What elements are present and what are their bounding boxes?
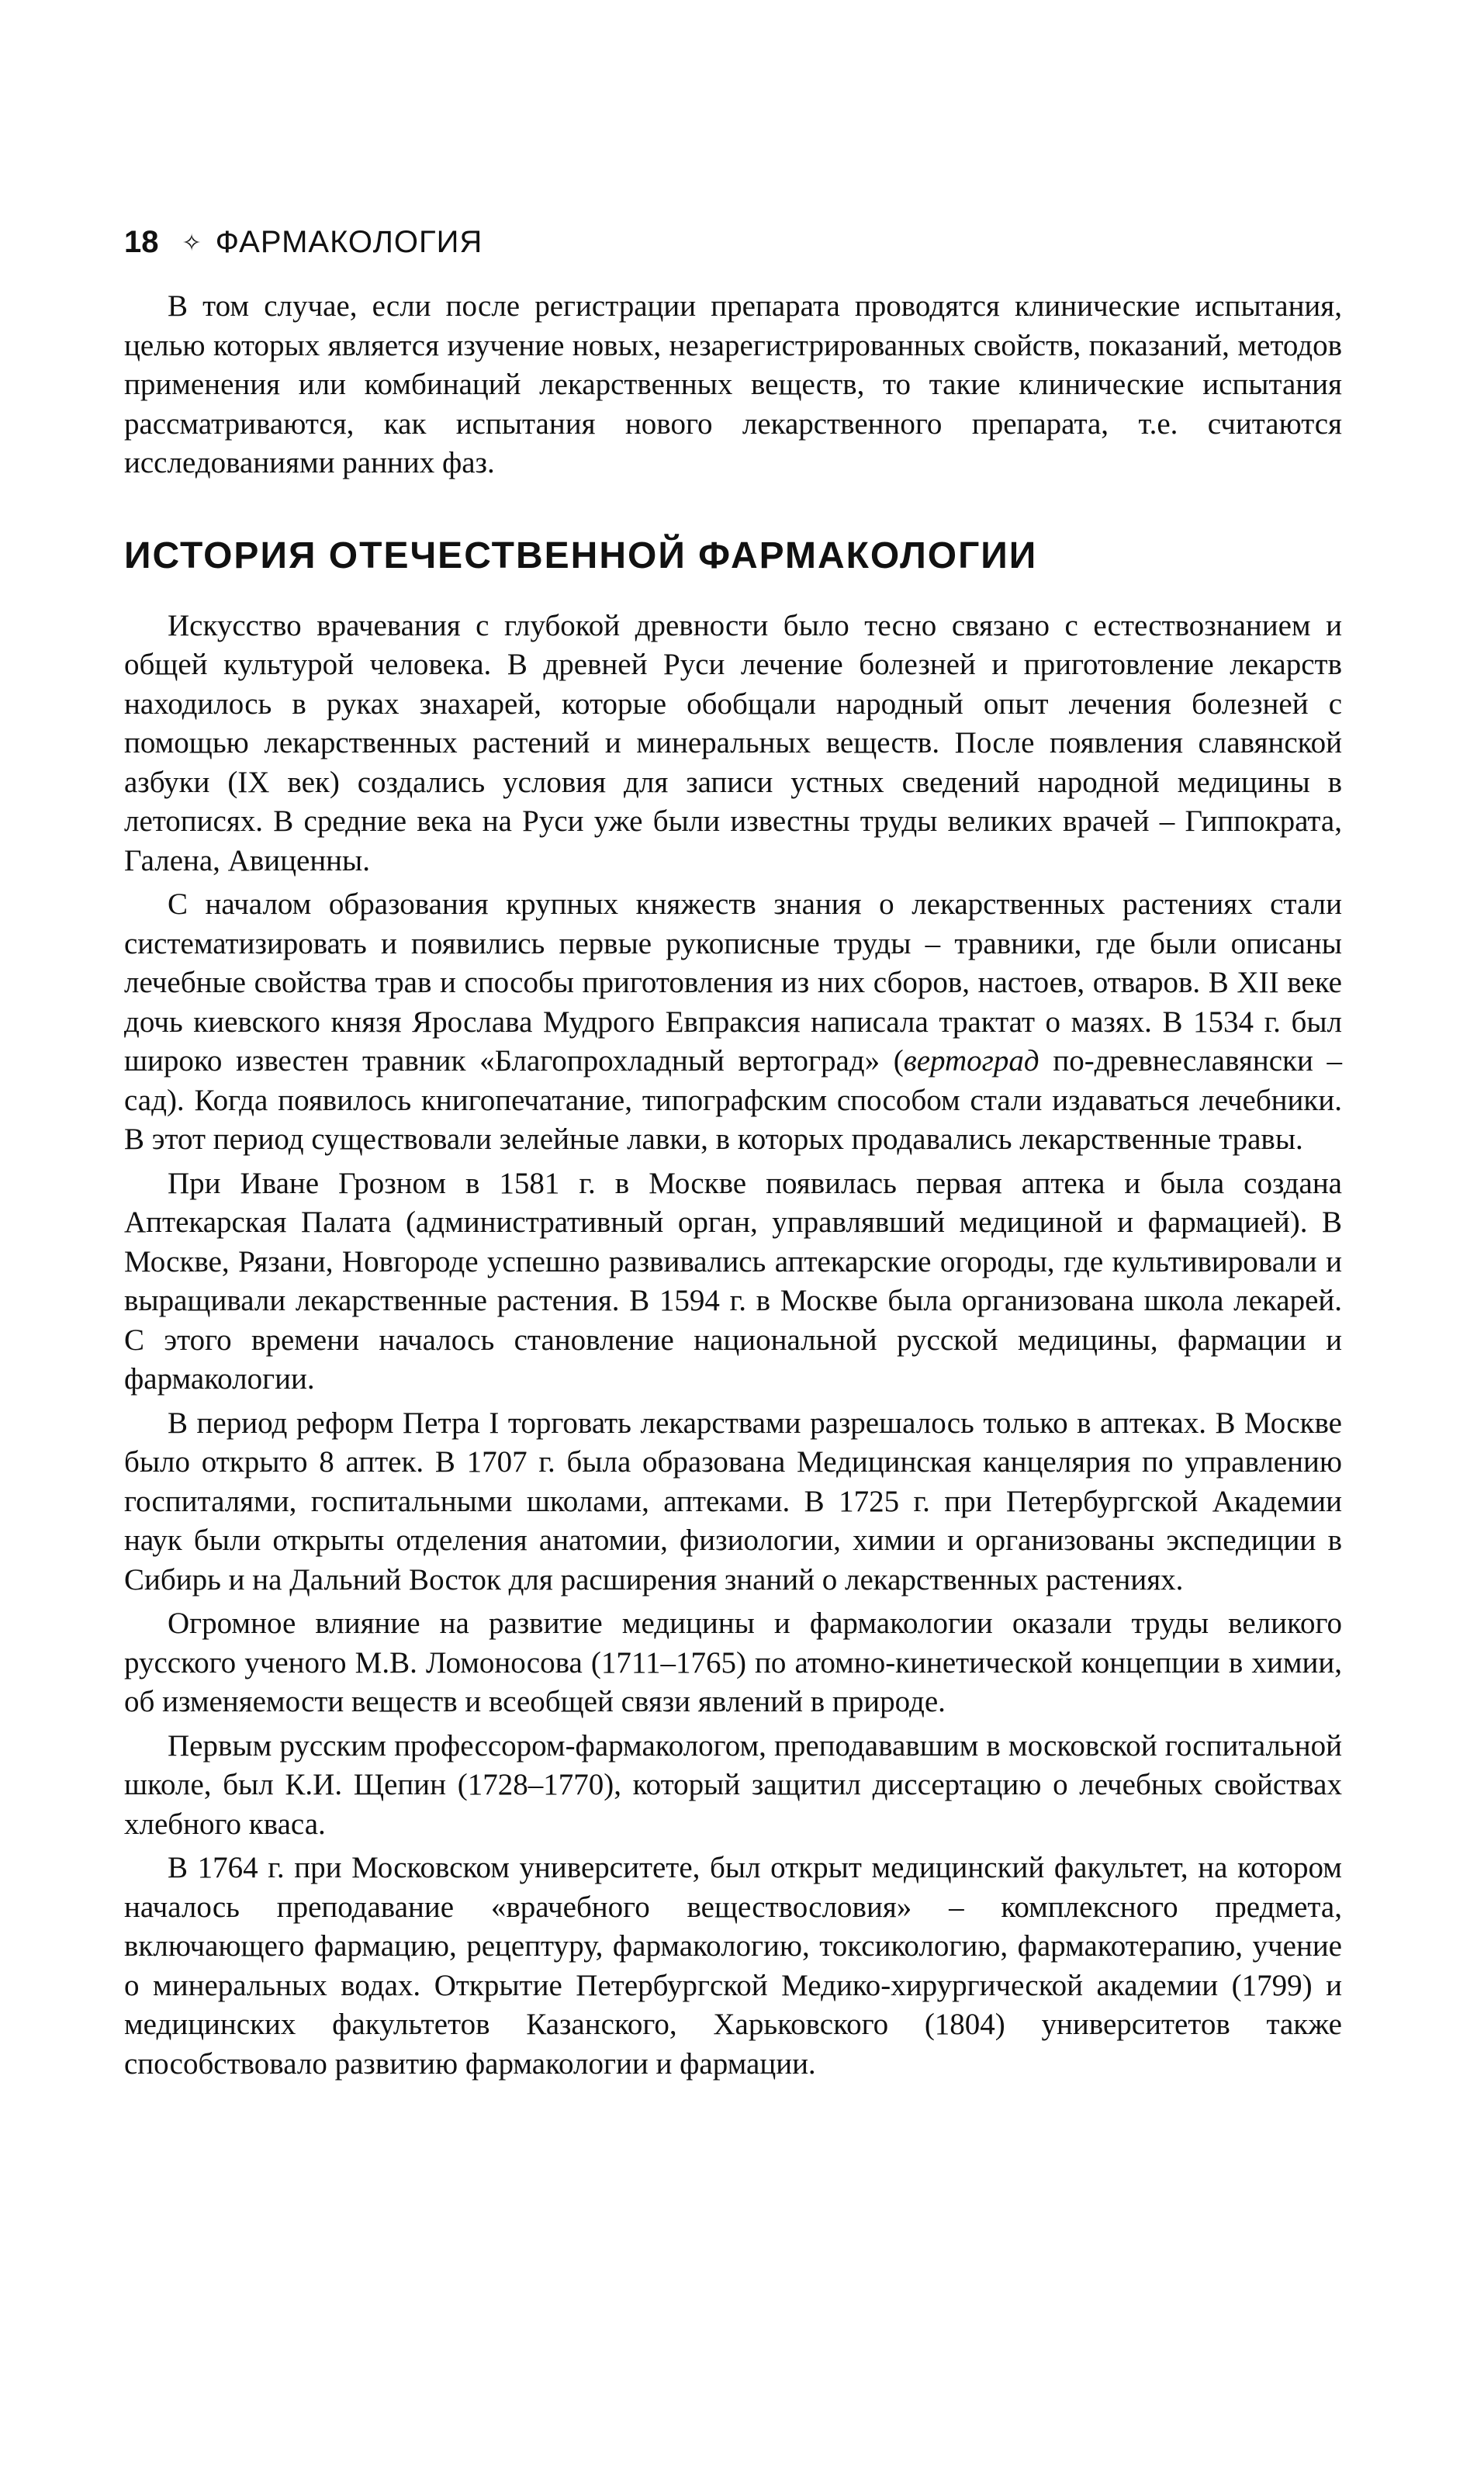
intro-paragraph: В том случае, если после регистрации препарата проводятся клинические испытания, целью которых является изучение новых, незарегистрированных свойств, показаний, методов применения или комбинаций лекарственных веществ, то такие клинические испытания рассматриваются, как испытания нового лекарственного препарата, т.е. считаются исследованиями ранних фаз. bbox=[124, 289, 1342, 479]
book-page bbox=[124, 225, 1342, 2084]
paragraph-lomonosov: Огромное влияние на развитие медицины и фармакологии оказали труды великого русского ученого М.В. Ломоносова (1711–1765) по атомно-кинетической концепции в химии, об изменяемости веществ и всеобщей связи явлений в природе. bbox=[124, 1607, 1342, 1718]
paragraph-herbals-part1: С началом образования крупных княжеств знания о лекарственных растениях стали систематизировать и появились первые рукописные труды – травники, где были описаны лечебные свойства трав и способы приготовления из них сборов, настоев, отваров. В XII веке дочь киевского князя Ярослава Мудрого Евпраксия написала трактат о мазях. В 1534 г. был широко известен травник «Благопрохладный вертоград» ( bbox=[124, 887, 1342, 1078]
paragraph-ancient-rus: Искусство врачевания с глубокой древности было тесно связано с естествознанием и общей культурой человека. В древней Руси лечение болезней и приготовление лекарств находилось в руках знахарей, которые обобщали народный опыт лечения болезней с помощью лекарственных растений и минеральных веществ. После появления славянской азбуки (IX век) создались условия для записи устных сведений народной медицины в летописях. В средние века на Руси уже были известны труды великих врачей – Гиппократа, Галена, Авиценны. bbox=[124, 608, 1342, 877]
paragraph-herbals-part2: по-древнеславянски – сад). Когда появилось книгопечатание, типографским способом стали издаваться лечебники. В этот период существовали зелейные лавки, в которых продавались лекарственные травы. bbox=[124, 1044, 1343, 1156]
diamond-ornament-icon: ✧ bbox=[182, 230, 202, 256]
paragraph-moscow-university: В 1764 г. при Московском университете, был открыт медицинский факультет, на котором началось преподавание «врачебного веществословия» – комплексного предмета, включающего фармацию, рецептуру, фармакологию, токсикологию, фармакотерапию, учение о минеральных водах. Открытие Петербургской Медико-хирургической академии (1799) и медицинских факультетов Казанского, Харьковского (1804) университетов также способствовало развитию фармакологии и фармации. bbox=[124, 1851, 1342, 2081]
paragraph-herbals-italic-term: вертоград bbox=[903, 1044, 1039, 1078]
paragraph-shchepin: Первым русским профессором-фармакологом, преподававшим в московской госпитальной школе, был К.И. Щепин (1728–1770), который защитил диссертацию о лечебных свойствах хлебного кваса. bbox=[124, 1728, 1342, 1841]
page-number: 18 bbox=[124, 225, 159, 259]
section-heading: ИСТОРИЯ ОТЕЧЕСТВЕННОЙ ФАРМАКОЛОГИИ bbox=[124, 534, 1038, 576]
running-head-title: ФАРМАКОЛОГИЯ bbox=[215, 225, 483, 259]
paragraph-peter-reforms: В период реформ Петра I торговать лекарствами разрешалось только в аптеках. В Москве было открыто 8 аптек. В 1707 г. была образована Медицинская канцелярия по управлению госпиталями, госпитальными школами, аптеками. В 1725 г. при Петербургской Академии наук были открыты отделения анатомии, физиологии, химии и организованы экспедиции в Сибирь и на Дальний Восток для расширения знаний о лекарственных растениях. bbox=[124, 1406, 1342, 1597]
paragraph-herbals bbox=[124, 885, 1342, 1160]
paragraph-ivan-grozny: При Иване Грозном в 1581 г. в Москве появилась первая аптека и была создана Аптекарская Палата (административный орган, управлявший медициной и фармацией). В Москве, Рязани, Новгороде успешно развивались аптекарские огороды, где культивировали и выращивали лекарственные растения. В 1594 г. в Москве была организована школа лекарей. С этого времени началось становление национальной русской медицины, фармации и фармакологии. bbox=[124, 1166, 1342, 1396]
running-head bbox=[124, 225, 1342, 272]
